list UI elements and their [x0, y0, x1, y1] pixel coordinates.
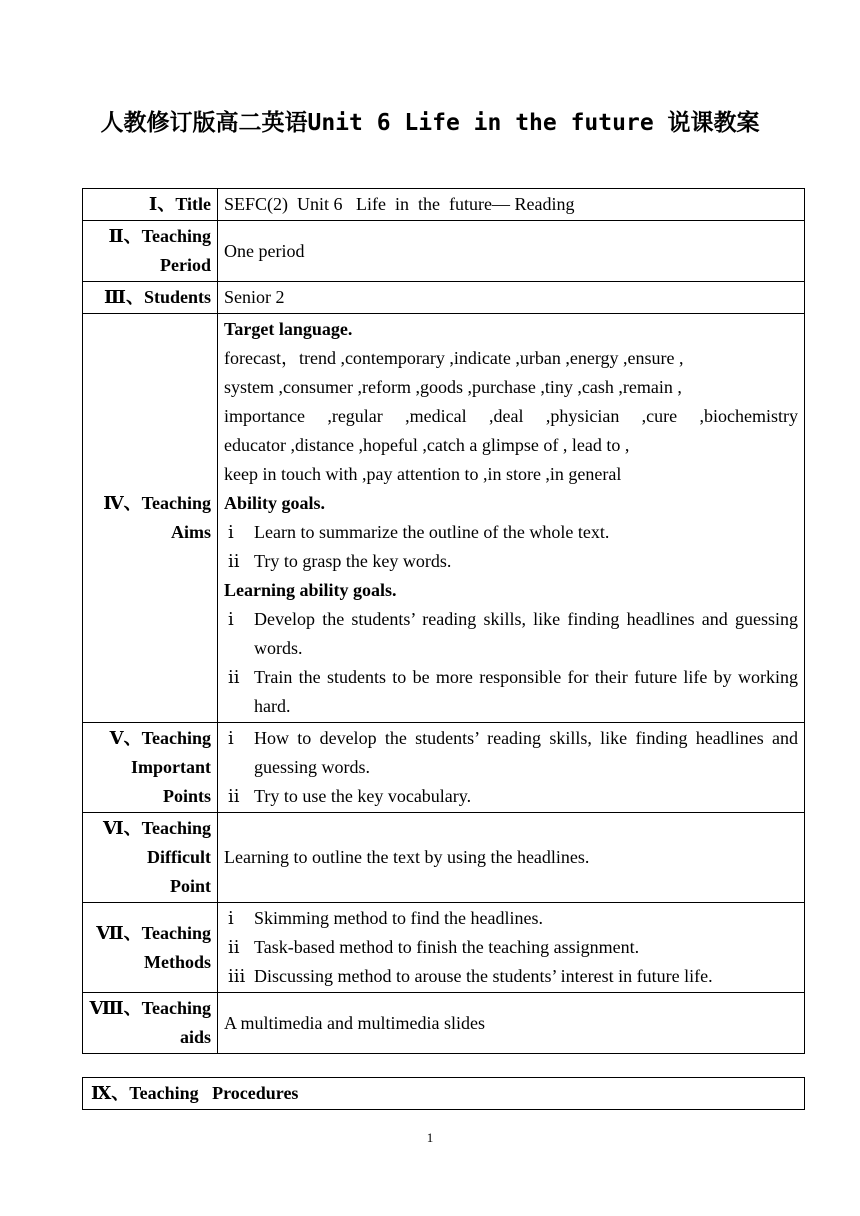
row-label-period: Ⅱ、Teaching Period — [83, 221, 218, 282]
item-number: ⅰ — [228, 522, 234, 542]
item-number: ⅰ — [228, 609, 234, 629]
table-row — [83, 221, 805, 282]
ability-goals-heading: Ability goals. — [224, 493, 326, 513]
row-value-difficult: Learning to outline the text by using the headlines. — [218, 813, 805, 903]
row-label-important: Ⅴ、Teaching Important Points — [83, 723, 218, 813]
row-value-methods — [218, 903, 805, 993]
target-line: forecast，trend ,contemporary ,indicate ,urban ,energy ,ensure , — [224, 348, 684, 368]
row-value-aims — [218, 314, 805, 723]
list-item — [224, 904, 798, 933]
row-label-title: Ⅰ、Title — [83, 189, 218, 221]
procedures-table — [82, 1077, 805, 1110]
item-text: Discussing method to arouse the students’ interest in future life. — [254, 966, 713, 986]
row-value-title — [218, 189, 805, 221]
list-item — [224, 962, 798, 991]
list-item — [224, 933, 798, 962]
table-row — [83, 903, 805, 993]
item-text: Learn to summarize the outline of the whole text. — [254, 522, 610, 542]
table-row — [83, 189, 805, 221]
item-number: ⅰ — [228, 728, 234, 748]
row-value-period: One period — [218, 221, 805, 282]
row-label-methods: Ⅶ、Teaching Methods — [83, 903, 218, 993]
row-value-important — [218, 723, 805, 813]
target-line: importance ,regular ,medical ,deal ,physician ,cure ,biochemistry — [224, 406, 798, 426]
title-value-text: SEFC(2) Unit 6 Life in the future— Reading — [224, 194, 575, 214]
document-title: 人教修订版高二英语Unit 6 Life in the future 说课教案 — [100, 110, 760, 136]
list-item — [224, 518, 798, 547]
table-row — [83, 282, 805, 314]
table-row — [83, 1078, 805, 1110]
list-item — [224, 663, 798, 721]
lesson-plan-table — [82, 188, 805, 1054]
item-text: Try to use the key vocabulary. — [254, 786, 472, 806]
list-item — [224, 605, 798, 663]
list-item — [224, 724, 798, 782]
item-text: Task-based method to finish the teaching assignment. — [254, 937, 640, 957]
item-number: ⅰ — [228, 908, 234, 928]
learning-goals-heading: Learning ability goals. — [224, 580, 397, 600]
item-number: ⅱ — [228, 937, 240, 957]
table-row — [83, 813, 805, 903]
row-value-students: Senior 2 — [218, 282, 805, 314]
row-label-aims: Ⅳ、Teaching Aims — [83, 314, 218, 723]
item-number: ⅱ — [228, 786, 240, 806]
page-number: 1 — [426, 1130, 434, 1145]
table-row — [83, 993, 805, 1054]
row-value-aids: A multimedia and multimedia slides — [218, 993, 805, 1054]
item-number: ⅱ — [228, 667, 240, 687]
row-label-students: Ⅲ、Students — [83, 282, 218, 314]
target-line: system ,consumer ,reform ,goods ,purchase ,tiny ,cash ,remain , — [224, 377, 682, 397]
target-line: educator ,distance ,hopeful ,catch a glimpse of , lead to , — [224, 435, 630, 455]
list-item — [224, 547, 798, 576]
row-label-difficult: Ⅵ、Teaching Difficult Point — [83, 813, 218, 903]
item-text: How to develop the students’ reading skills, like finding headlines and guessing words. — [254, 728, 798, 777]
item-number: ⅲ — [228, 966, 246, 986]
table-row — [83, 314, 805, 723]
item-text: Skimming method to find the headlines. — [254, 908, 543, 928]
item-text: Develop the students’ reading skills, like finding headlines and guessing words. — [254, 609, 798, 658]
row-label-aids: Ⅷ、Teaching aids — [83, 993, 218, 1054]
item-text: Try to grasp the key words. — [254, 551, 452, 571]
table-row — [83, 723, 805, 813]
item-number: ⅱ — [228, 551, 240, 571]
procedures-heading: Ⅸ、Teaching Procedures — [83, 1078, 805, 1110]
target-line: keep in touch with ,pay attention to ,in store ,in general — [224, 464, 622, 484]
list-item — [224, 782, 798, 811]
target-language-heading: Target language. — [224, 319, 353, 339]
item-text: Train the students to be more responsible for their future life by working hard. — [254, 667, 798, 716]
